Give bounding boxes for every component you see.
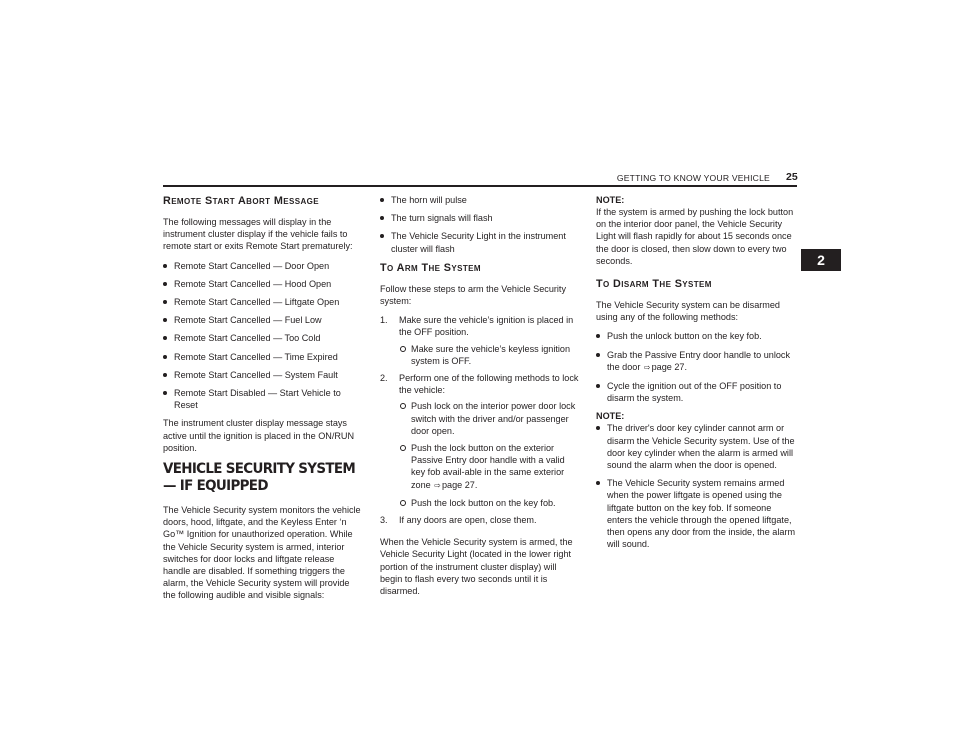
- ring-bullet-icon: [400, 500, 406, 506]
- list-item: Remote Start Disabled — Start Vehicle to Reset: [163, 387, 364, 411]
- bullet-icon: [596, 384, 600, 388]
- bullet-icon: [163, 282, 167, 286]
- heading-vehicle-security: VEHICLE SECURITY SYSTEM — IF EQUIPPED: [163, 461, 356, 495]
- list-item: The turn signals will flash: [380, 212, 581, 224]
- list-item: Remote Start Cancelled — Liftgate Open: [163, 296, 364, 308]
- list-item: The horn will pulse: [380, 194, 581, 206]
- list-item: Remote Start Cancelled — Door Open: [163, 260, 364, 272]
- note-text: If the system is armed by pushing the lock button on the interior door panel, the Vehicle Security Light will flash rapidly for about 15 seconds once the door is closed, then slow down to every two seconds.: [596, 207, 794, 266]
- sub-item: Push lock on the interior power door lock switch with the driver and/or passenger door open.: [399, 400, 581, 437]
- list-item: Remote Start Cancelled — Too Cold: [163, 332, 364, 344]
- ring-bullet-icon: [400, 346, 406, 352]
- step-2: 2. Perform one of the following methods to lock the vehicle: Push lock on the interior power door lock switch with the driver and/or passenger door open. Push the lock button on the exterior Passive Entry door handle with a valid key fob avail-able in the same exterior zone ⇨page 27. Push the lock button on the key fob.: [388, 372, 581, 509]
- armed-description: When the Vehicle Security system is armed, the Vehicle Security Light (located in the lower right portion of the instrument cluster display) will begin to flash every two seconds until it is disarmed.: [380, 537, 573, 597]
- bullet-icon: [380, 216, 384, 220]
- list-item: Remote Start Cancelled — System Fault: [163, 369, 364, 381]
- page-ref-link[interactable]: page 27.: [441, 479, 478, 490]
- list-item: The Vehicle Security Light in the instrument cluster will flash: [380, 230, 581, 254]
- list-item: Push the unlock button on the key fob.: [596, 330, 797, 342]
- bullet-icon: [163, 318, 167, 322]
- header-rule: [163, 185, 797, 187]
- bullet-icon: [163, 355, 167, 359]
- bullet-icon: [163, 391, 167, 395]
- column-1: [163, 194, 364, 609]
- arm-intro: Follow these steps to arm the Vehicle Security system:: [380, 283, 567, 307]
- list-item: Cycle the ignition out of the OFF position to disarm the system.: [596, 380, 797, 404]
- heading-arm-system: To Arm The System: [380, 261, 481, 274]
- heading-remote-start-abort: Remote Start Abort Message: [163, 195, 319, 207]
- sub-item: Make sure the vehicle’s keyless ignition system is OFF.: [399, 343, 581, 367]
- list-item: The Vehicle Security system remains armed when the power liftgate is opened using the liftgate button on the key fob. If someone enters the vehicle through the opened liftgate, then opens any door from the inside, the alarm will sound.: [596, 477, 797, 550]
- bullet-icon: [380, 234, 384, 238]
- step-3: 3. If any doors are open, close them.: [380, 515, 537, 526]
- note-label: NOTE:: [596, 411, 625, 422]
- note-list: [596, 422, 797, 550]
- heading-disarm-system: To Disarm The System: [596, 278, 712, 291]
- abort-after-text: The instrument cluster display message stays active until the ignition is placed in the ON/RUN position.: [163, 418, 355, 453]
- sub-item: Push the lock button on the exterior Passive Entry door handle with a valid key fob avail-able in the same exterior zone ⇨page 27.: [399, 442, 581, 492]
- list-item: Grab the Passive Entry door handle to unlock the door ⇨page 27.: [596, 349, 797, 374]
- page-ref-arrow-icon: ⇨: [643, 362, 651, 372]
- disarm-intro: The Vehicle Security system can be disarmed using any of the following methods:: [596, 300, 780, 323]
- list-item: Remote Start Cancelled — Hood Open: [163, 278, 364, 290]
- signal-list: [380, 194, 581, 255]
- page-ref-link[interactable]: page 27.: [651, 361, 688, 372]
- bullet-icon: [596, 353, 600, 357]
- sub-item: Push the lock button on the key fob.: [399, 497, 581, 509]
- arm-steps: [380, 314, 581, 526]
- step-1: 1. Make sure the vehicle’s ignition is placed in the OFF position. Make sure the vehicle’s keyless ignition system is OFF.: [388, 314, 581, 367]
- note-label: NOTE:: [596, 195, 625, 205]
- ring-bullet-icon: [400, 403, 406, 409]
- list-item: Remote Start Cancelled — Time Expired: [163, 351, 364, 363]
- abort-intro: The following messages will display in the instrument cluster display if the vehicle fails to remote start or exits Remote Start prematurely:: [163, 217, 353, 252]
- bullet-icon: [596, 481, 600, 485]
- bullet-icon: [596, 426, 600, 430]
- bullet-icon: [380, 198, 384, 202]
- bullet-icon: [596, 334, 600, 338]
- chapter-tab[interactable]: 2: [801, 249, 841, 271]
- list-item: Remote Start Cancelled — Fuel Low: [163, 314, 364, 326]
- security-intro: The Vehicle Security system monitors the vehicle doors, hood, liftgate, and the Keyless Enter ‘n Go™ Ignition for unauthorized operation. While the Vehicle Security system is armed, interior switches for door locks and liftgate release handle are disabled. If something triggers the alarm, the Vehicle Security system will provide the following audible and visible signals:: [163, 505, 361, 601]
- page-number: 25: [786, 171, 798, 183]
- ring-bullet-icon: [400, 445, 406, 451]
- bullet-icon: [163, 264, 167, 268]
- abort-message-list: [163, 260, 364, 412]
- bullet-icon: [163, 373, 167, 377]
- list-item: The driver's door key cylinder cannot arm or disarm the Vehicle Security system. Use of the door key cylinder when the alarm is armed will sound the alarm when the door is opened.: [596, 422, 797, 471]
- running-header: GETTING TO KNOW YOUR VEHICLE: [616, 173, 770, 183]
- page-ref-arrow-icon: ⇨: [434, 480, 441, 490]
- column-2: [380, 194, 581, 604]
- bullet-icon: [163, 336, 167, 340]
- column-3: [596, 194, 797, 556]
- disarm-methods: [596, 330, 797, 404]
- bullet-icon: [163, 300, 167, 304]
